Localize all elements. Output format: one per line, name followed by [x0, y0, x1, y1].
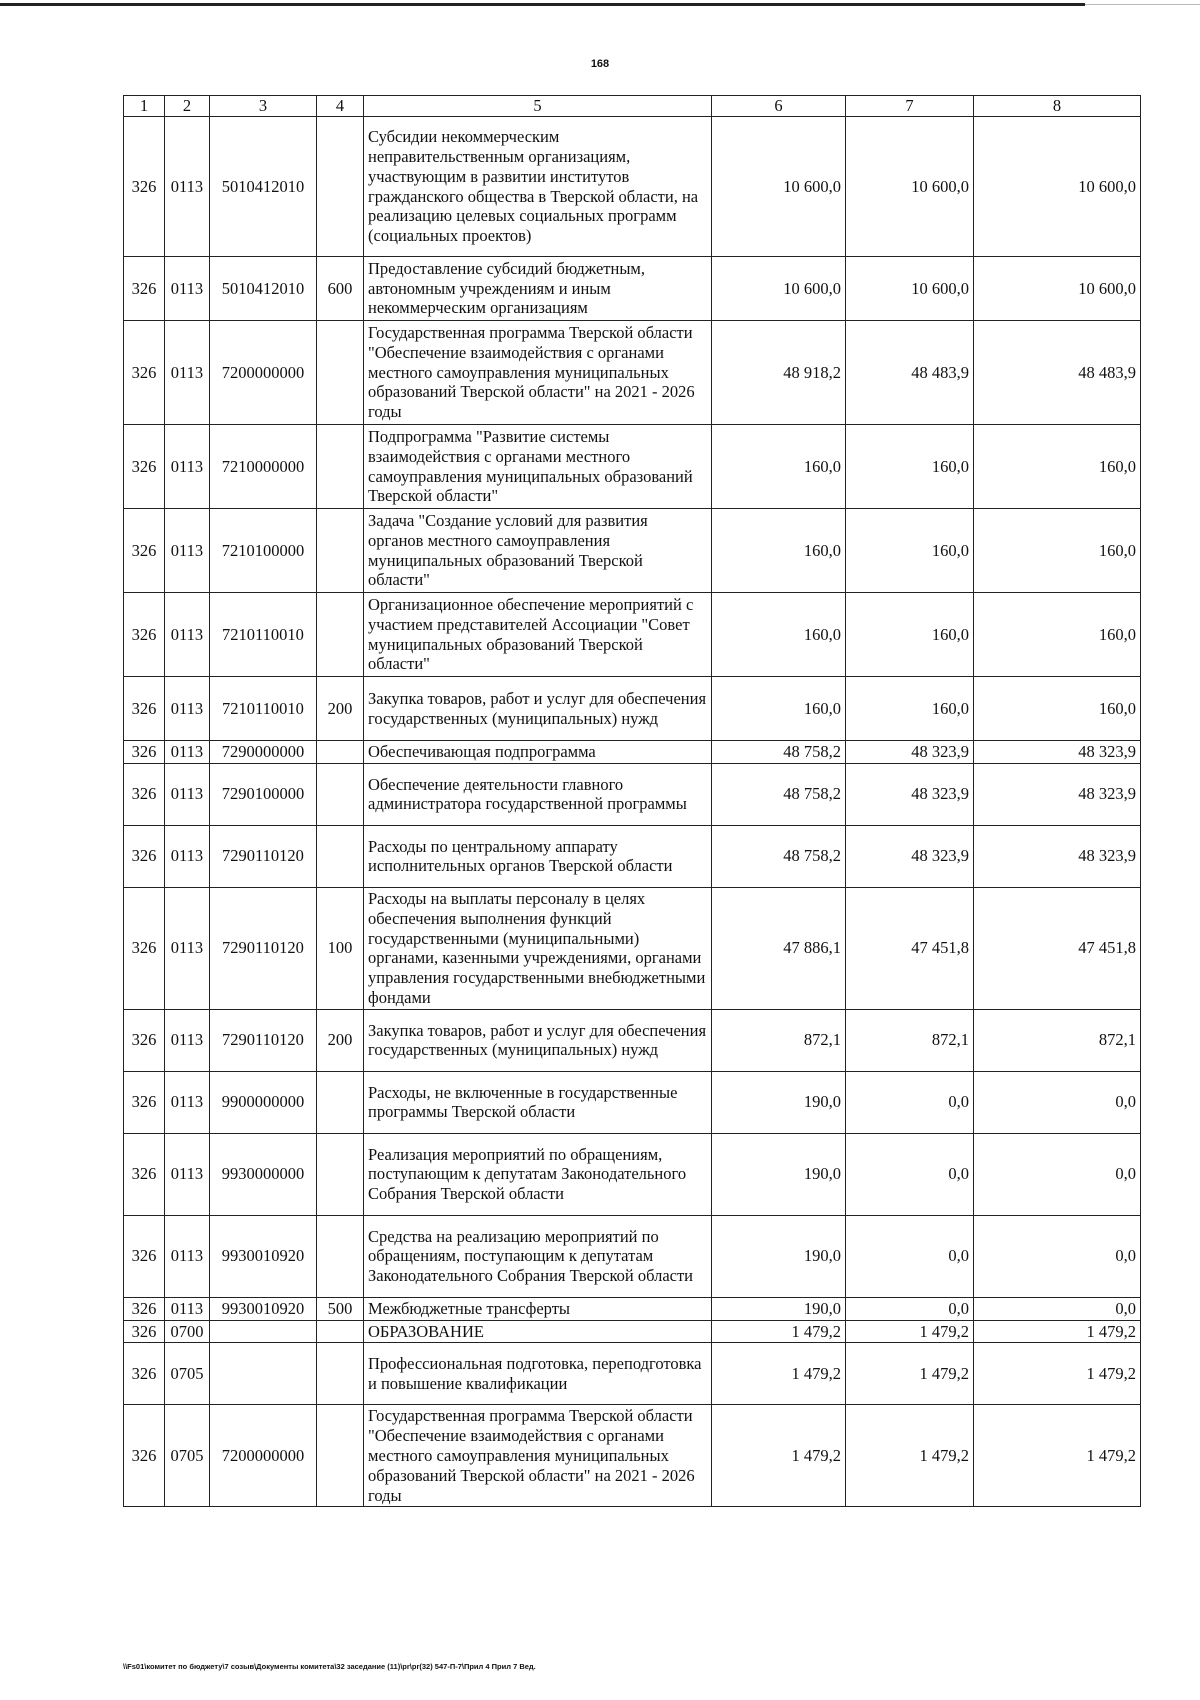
- table-row: [124, 741, 1141, 764]
- amount-col8-cell: 0,0: [974, 1215, 1141, 1297]
- expense-type-cell: 100: [317, 887, 364, 1009]
- expense-type-cell: [317, 425, 364, 509]
- amount-col6-cell: 1 479,2: [712, 1343, 846, 1405]
- column-header: 5: [364, 96, 712, 117]
- column-header: 1: [124, 96, 165, 117]
- amount-col8-cell: 48 483,9: [974, 321, 1141, 425]
- amount-col7-cell: 0,0: [846, 1215, 974, 1297]
- amount-col6-cell: 48 758,2: [712, 741, 846, 764]
- amount-col8-cell: 0,0: [974, 1297, 1141, 1320]
- table-row: [124, 1320, 1141, 1343]
- section-code-cell: 0705: [165, 1343, 210, 1405]
- amount-col6-cell: 190,0: [712, 1133, 846, 1215]
- target-article-cell: 7210100000: [210, 509, 317, 593]
- amount-col7-cell: 1 479,2: [846, 1343, 974, 1405]
- section-code-cell: 0113: [165, 117, 210, 257]
- column-number-header-row: [124, 96, 1141, 117]
- target-article-cell: 7290110120: [210, 1009, 317, 1071]
- table-row: [124, 509, 1141, 593]
- ministry-code-cell: 326: [124, 741, 165, 764]
- expense-type-cell: [317, 1133, 364, 1215]
- ministry-code-cell: 326: [124, 763, 165, 825]
- column-header: 6: [712, 96, 846, 117]
- column-header: 4: [317, 96, 364, 117]
- section-code-cell: 0113: [165, 1133, 210, 1215]
- description-cell: Предоставление субсидий бюджетным, автономным учреждениям и иным некоммерческим организациям: [364, 257, 712, 321]
- table-row: [124, 677, 1141, 741]
- amount-col7-cell: 48 323,9: [846, 825, 974, 887]
- column-header: 7: [846, 96, 974, 117]
- top-border-line-faint: [1085, 4, 1200, 5]
- target-article-cell: 7210000000: [210, 425, 317, 509]
- amount-col6-cell: 190,0: [712, 1215, 846, 1297]
- amount-col8-cell: 1 479,2: [974, 1405, 1141, 1507]
- target-article-cell: 7210110010: [210, 677, 317, 741]
- section-code-cell: 0113: [165, 1071, 210, 1133]
- expense-type-cell: 200: [317, 1009, 364, 1071]
- section-code-cell: 0113: [165, 887, 210, 1009]
- table-row: [124, 1343, 1141, 1405]
- section-code-cell: 0113: [165, 741, 210, 764]
- table-row: [124, 321, 1141, 425]
- page-number: 168: [590, 58, 610, 70]
- table-row: [124, 1071, 1141, 1133]
- expense-type-cell: [317, 763, 364, 825]
- description-cell: Задача "Создание условий для развития органов местного самоуправления муниципальных образований Тверской области": [364, 509, 712, 593]
- amount-col7-cell: 0,0: [846, 1071, 974, 1133]
- amount-col6-cell: 48 758,2: [712, 825, 846, 887]
- top-border-line: [0, 3, 1085, 6]
- table-row: [124, 117, 1141, 257]
- footer-file-path: \\Fs01\комитет по бюджету\7 созыв\Документы комитета\32 заседание (11)\pr\pr(32) 547-П-7\Прил 4 Прил 7 Вед.: [123, 1662, 536, 1671]
- amount-col7-cell: 10 600,0: [846, 257, 974, 321]
- amount-col7-cell: 1 479,2: [846, 1320, 974, 1343]
- section-code-cell: 0113: [165, 257, 210, 321]
- amount-col8-cell: 48 323,9: [974, 763, 1141, 825]
- ministry-code-cell: 326: [124, 593, 165, 677]
- expense-type-cell: 200: [317, 677, 364, 741]
- amount-col7-cell: 48 323,9: [846, 763, 974, 825]
- expense-type-cell: [317, 1215, 364, 1297]
- amount-col6-cell: 1 479,2: [712, 1320, 846, 1343]
- amount-col6-cell: 48 918,2: [712, 321, 846, 425]
- amount-col6-cell: 160,0: [712, 425, 846, 509]
- amount-col6-cell: 47 886,1: [712, 887, 846, 1009]
- description-cell: Расходы, не включенные в государственные программы Тверской области: [364, 1071, 712, 1133]
- amount-col8-cell: 48 323,9: [974, 825, 1141, 887]
- amount-col8-cell: 47 451,8: [974, 887, 1141, 1009]
- ministry-code-cell: 326: [124, 825, 165, 887]
- ministry-code-cell: 326: [124, 257, 165, 321]
- amount-col8-cell: 1 479,2: [974, 1320, 1141, 1343]
- target-article-cell: [210, 1320, 317, 1343]
- amount-col6-cell: 48 758,2: [712, 763, 846, 825]
- amount-col8-cell: 160,0: [974, 425, 1141, 509]
- expense-type-cell: [317, 593, 364, 677]
- expense-type-cell: [317, 1405, 364, 1507]
- amount-col7-cell: 47 451,8: [846, 887, 974, 1009]
- ministry-code-cell: 326: [124, 321, 165, 425]
- table-row: [124, 425, 1141, 509]
- column-header: 8: [974, 96, 1141, 117]
- amount-col6-cell: 160,0: [712, 677, 846, 741]
- amount-col6-cell: 10 600,0: [712, 257, 846, 321]
- description-cell: Реализация мероприятий по обращениям, поступающим к депутатам Законодательного Собрания Тверской области: [364, 1133, 712, 1215]
- amount-col6-cell: 160,0: [712, 509, 846, 593]
- amount-col8-cell: 48 323,9: [974, 741, 1141, 764]
- amount-col7-cell: 48 483,9: [846, 321, 974, 425]
- amount-col7-cell: 10 600,0: [846, 117, 974, 257]
- section-code-cell: 0113: [165, 1009, 210, 1071]
- description-cell: Расходы на выплаты персоналу в целях обеспечения выполнения функций государственными (муниципальными) органами, казенными учреждениями, органами управления государственными внебюджетными фондами: [364, 887, 712, 1009]
- table-row: [124, 825, 1141, 887]
- expense-type-cell: [317, 1343, 364, 1405]
- description-cell: ОБРАЗОВАНИЕ: [364, 1320, 712, 1343]
- table-row: [124, 1009, 1141, 1071]
- amount-col7-cell: 0,0: [846, 1297, 974, 1320]
- target-article-cell: 5010412010: [210, 257, 317, 321]
- column-header: 2: [165, 96, 210, 117]
- section-code-cell: 0113: [165, 763, 210, 825]
- description-cell: Организационное обеспечение мероприятий с участием представителей Ассоциации "Совет муниципальных образований Тверской области": [364, 593, 712, 677]
- expense-type-cell: [317, 741, 364, 764]
- column-header: 3: [210, 96, 317, 117]
- expense-type-cell: [317, 1320, 364, 1343]
- amount-col7-cell: 160,0: [846, 677, 974, 741]
- amount-col7-cell: 160,0: [846, 425, 974, 509]
- description-cell: Субсидии некоммерческим неправительственным организациям, участвующим в развитии институтов гражданского общества в Тверской области, на реализацию целевых социальных программ (социальных проектов): [364, 117, 712, 257]
- budget-table: [123, 95, 1141, 1507]
- ministry-code-cell: 326: [124, 117, 165, 257]
- amount-col7-cell: 1 479,2: [846, 1405, 974, 1507]
- target-article-cell: 7290110120: [210, 825, 317, 887]
- description-cell: Расходы по центральному аппарату исполнительных органов Тверской области: [364, 825, 712, 887]
- section-code-cell: 0113: [165, 677, 210, 741]
- target-article-cell: 7290000000: [210, 741, 317, 764]
- amount-col6-cell: 190,0: [712, 1071, 846, 1133]
- expense-type-cell: 600: [317, 257, 364, 321]
- amount-col8-cell: 1 479,2: [974, 1343, 1141, 1405]
- target-article-cell: 5010412010: [210, 117, 317, 257]
- section-code-cell: 0705: [165, 1405, 210, 1507]
- description-cell: Закупка товаров, работ и услуг для обеспечения государственных (муниципальных) нужд: [364, 1009, 712, 1071]
- amount-col8-cell: 10 600,0: [974, 117, 1141, 257]
- table-row: [124, 593, 1141, 677]
- table-body: [124, 117, 1141, 1507]
- amount-col8-cell: 0,0: [974, 1133, 1141, 1215]
- amount-col7-cell: 872,1: [846, 1009, 974, 1071]
- target-article-cell: 9930000000: [210, 1133, 317, 1215]
- amount-col7-cell: 0,0: [846, 1133, 974, 1215]
- section-code-cell: 0113: [165, 425, 210, 509]
- section-code-cell: 0700: [165, 1320, 210, 1343]
- table-row: [124, 1297, 1141, 1320]
- ministry-code-cell: 326: [124, 1320, 165, 1343]
- ministry-code-cell: 326: [124, 1343, 165, 1405]
- amount-col8-cell: 160,0: [974, 509, 1141, 593]
- amount-col6-cell: 160,0: [712, 593, 846, 677]
- amount-col6-cell: 190,0: [712, 1297, 846, 1320]
- ministry-code-cell: 326: [124, 1405, 165, 1507]
- description-cell: Подпрограмма "Развитие системы взаимодействия с органами местного самоуправления муниципальных образований Тверской области": [364, 425, 712, 509]
- amount-col6-cell: 872,1: [712, 1009, 846, 1071]
- description-cell: Профессиональная подготовка, переподготовка и повышение квалификации: [364, 1343, 712, 1405]
- ministry-code-cell: 326: [124, 1133, 165, 1215]
- expense-type-cell: 500: [317, 1297, 364, 1320]
- description-cell: Межбюджетные трансферты: [364, 1297, 712, 1320]
- amount-col8-cell: 0,0: [974, 1071, 1141, 1133]
- amount-col8-cell: 872,1: [974, 1009, 1141, 1071]
- section-code-cell: 0113: [165, 1215, 210, 1297]
- amount-col7-cell: 160,0: [846, 509, 974, 593]
- section-code-cell: 0113: [165, 509, 210, 593]
- target-article-cell: 7290110120: [210, 887, 317, 1009]
- target-article-cell: 7200000000: [210, 1405, 317, 1507]
- expense-type-cell: [317, 509, 364, 593]
- ministry-code-cell: 326: [124, 1009, 165, 1071]
- amount-col6-cell: 1 479,2: [712, 1405, 846, 1507]
- expense-type-cell: [317, 321, 364, 425]
- table-row: [124, 887, 1141, 1009]
- table-row: [124, 257, 1141, 321]
- section-code-cell: 0113: [165, 321, 210, 425]
- target-article-cell: 9930010920: [210, 1297, 317, 1320]
- target-article-cell: 9900000000: [210, 1071, 317, 1133]
- description-cell: Государственная программа Тверской области "Обеспечение взаимодействия с органами местного самоуправления муниципальных образований Тверской области" на 2021 - 2026 годы: [364, 321, 712, 425]
- ministry-code-cell: 326: [124, 509, 165, 593]
- amount-col7-cell: 48 323,9: [846, 741, 974, 764]
- table-row: [124, 1215, 1141, 1297]
- table-row: [124, 763, 1141, 825]
- expense-type-cell: [317, 117, 364, 257]
- table-row: [124, 1405, 1141, 1507]
- ministry-code-cell: 326: [124, 425, 165, 509]
- section-code-cell: 0113: [165, 593, 210, 677]
- target-article-cell: [210, 1343, 317, 1405]
- amount-col7-cell: 160,0: [846, 593, 974, 677]
- section-code-cell: 0113: [165, 825, 210, 887]
- table-row: [124, 1133, 1141, 1215]
- expense-type-cell: [317, 1071, 364, 1133]
- ministry-code-cell: 326: [124, 677, 165, 741]
- amount-col8-cell: 160,0: [974, 593, 1141, 677]
- section-code-cell: 0113: [165, 1297, 210, 1320]
- ministry-code-cell: 326: [124, 1071, 165, 1133]
- ministry-code-cell: 326: [124, 1297, 165, 1320]
- target-article-cell: 7210110010: [210, 593, 317, 677]
- expense-type-cell: [317, 825, 364, 887]
- description-cell: Обеспечение деятельности главного администратора государственной программы: [364, 763, 712, 825]
- description-cell: Государственная программа Тверской области "Обеспечение взаимодействия с органами местного самоуправления муниципальных образований Тверской области" на 2021 - 2026 годы: [364, 1405, 712, 1507]
- ministry-code-cell: 326: [124, 1215, 165, 1297]
- description-cell: Закупка товаров, работ и услуг для обеспечения государственных (муниципальных) нужд: [364, 677, 712, 741]
- target-article-cell: 7200000000: [210, 321, 317, 425]
- amount-col8-cell: 10 600,0: [974, 257, 1141, 321]
- description-cell: Обеспечивающая подпрограмма: [364, 741, 712, 764]
- ministry-code-cell: 326: [124, 887, 165, 1009]
- amount-col8-cell: 160,0: [974, 677, 1141, 741]
- target-article-cell: 7290100000: [210, 763, 317, 825]
- target-article-cell: 9930010920: [210, 1215, 317, 1297]
- description-cell: Средства на реализацию мероприятий по обращениям, поступающим к депутатам Законодательного Собрания Тверской области: [364, 1215, 712, 1297]
- amount-col6-cell: 10 600,0: [712, 117, 846, 257]
